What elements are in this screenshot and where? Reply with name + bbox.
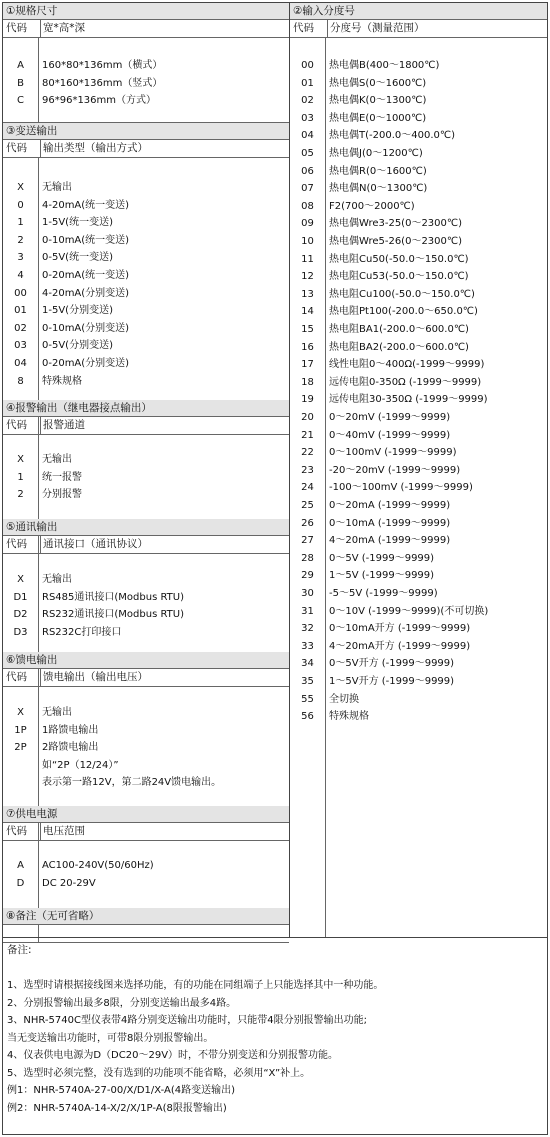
option-desc: F2(700～2000℃) (329, 200, 415, 212)
option-desc: 0～20mV (-1999～9999) (329, 412, 451, 423)
option-code: 03 (301, 112, 314, 124)
column-header-s2 (290, 20, 547, 38)
column-header-code: 代码 (293, 22, 314, 34)
option-row (290, 127, 547, 145)
option-code: 02 (301, 95, 314, 107)
option-code: 26 (301, 517, 314, 529)
option-desc: -100～100mV (-1999～9999) (329, 482, 473, 494)
note-line: 3、NHR-5740C型仪表带4路分别变送输出功能时，只能带4限分别报警输出功能; (7, 1015, 368, 1026)
option-row (3, 606, 289, 624)
option-code: 30 (301, 588, 314, 599)
column-header-s5 (3, 536, 289, 554)
option-desc: 0-20mA(分别变送) (42, 358, 130, 369)
note-line: 4、仪表供电电源为D（DC20～29V）时，不带分别变送和分别报警功能。 (7, 1050, 339, 1061)
option-desc: 特殊规格 (42, 375, 82, 387)
option-desc: 热电偶Wre5-26(0～2300℃) (329, 236, 463, 247)
column-header-code: 代码 (6, 538, 27, 550)
column-header-s1 (3, 20, 289, 38)
option-code: D (16, 877, 25, 889)
option-code: 13 (301, 288, 314, 300)
option-desc: 表示第一路12V，第二路24V馈电输出。 (42, 777, 222, 789)
option-desc: 2路馈电输出 (42, 742, 99, 754)
option-code: 20 (301, 412, 314, 423)
note-line: 例1：NHR-5740A-27-00/X/D1/X-A(4路变送输出) (7, 1085, 236, 1096)
option-desc: 热电阻Pt100(-200.0～650.0℃) (329, 306, 478, 318)
column-header-code: 代码 (6, 419, 27, 431)
option-desc: AC100-240V(50/60Hz) (42, 860, 154, 871)
section-body-s7 (3, 841, 289, 942)
option-desc: 如“2P（12/24）” (42, 759, 119, 771)
option-code: 08 (301, 200, 314, 212)
option-desc: RS485通讯接口(Modbus RTU) (42, 591, 185, 603)
section-title-s5: ⑤通讯输出 (3, 519, 289, 536)
option-row (3, 469, 289, 487)
option-row (290, 497, 547, 515)
option-desc: 96*96*136mm（方式） (42, 95, 157, 107)
option-code: 06 (301, 165, 314, 177)
option-code: 1 (17, 471, 24, 483)
option-row (290, 57, 547, 75)
option-row (3, 571, 289, 589)
option-row (290, 374, 547, 392)
option-code: 21 (301, 429, 314, 441)
option-code: 15 (301, 324, 314, 335)
option-desc: 热电阻BA1(-200.0～600.0℃) (329, 324, 469, 335)
option-desc: 0-10mA(分别变送) (42, 322, 130, 334)
option-row (290, 567, 547, 585)
option-row (3, 302, 289, 320)
option-desc: 4-20mA(分别变送) (42, 287, 130, 299)
option-row (290, 427, 547, 445)
column-header-s7 (3, 823, 289, 841)
option-desc: 热电偶B(400～1800℃) (329, 60, 440, 71)
option-desc: 热电阻Cu53(-50.0～150.0℃) (329, 271, 469, 283)
option-code: 02 (14, 322, 27, 334)
section-bottom-line (3, 942, 289, 943)
option-code: 34 (301, 658, 314, 670)
option-row (290, 92, 547, 110)
option-row (3, 624, 289, 642)
option-code: 55 (301, 693, 314, 705)
option-desc: 远传电阻30-350Ω (-1999～9999) (329, 394, 488, 406)
option-code: 07 (301, 183, 314, 195)
option-row (3, 267, 289, 285)
option-code: 19 (301, 394, 314, 406)
option-desc: 1～5V (-1999～9999) (329, 570, 435, 582)
option-desc: 无输出 (42, 454, 72, 465)
option-code: 56 (301, 711, 314, 723)
option-desc: 0～100mV (-1999～9999) (329, 447, 457, 459)
option-code: D2 (13, 609, 28, 621)
option-code: 2P (14, 742, 27, 754)
option-desc: 分别报警 (42, 489, 82, 501)
option-code: 01 (301, 77, 314, 89)
option-desc: 0～20mA (-1999～9999) (329, 500, 451, 511)
note-line: 例2：NHR-5740A-14-X/2/X/1P-A(8限报警输出) (7, 1102, 227, 1114)
option-code: B (17, 77, 24, 89)
column-header-s3 (3, 140, 289, 158)
option-row (290, 444, 547, 462)
option-code: 35 (301, 676, 314, 687)
option-row (290, 339, 547, 357)
option-row (290, 286, 547, 304)
option-row (3, 320, 289, 338)
option-code: C (17, 95, 24, 107)
option-code: 2 (17, 489, 24, 501)
option-row (3, 722, 289, 740)
option-desc: 热电偶S(0～1600℃) (329, 77, 427, 89)
option-code: 0 (17, 199, 24, 211)
option-row (290, 251, 547, 269)
option-desc: 1路馈电输出 (42, 724, 99, 736)
option-desc: 热电阻Cu50(-50.0～150.0℃) (329, 253, 469, 265)
notes-section (3, 937, 547, 1114)
option-code: 1 (17, 217, 24, 229)
option-code: 00 (301, 60, 314, 71)
section-title-s3: ③变送输出 (3, 123, 289, 140)
option-row (290, 110, 547, 128)
option-code: 33 (301, 640, 314, 652)
notes-title: 备注: (7, 944, 32, 956)
option-code: 04 (14, 358, 27, 369)
option-code: 29 (301, 570, 314, 582)
option-code: 04 (301, 130, 314, 142)
option-row (290, 462, 547, 480)
option-desc: 无输出 (42, 707, 72, 718)
section-title-s2: ②输入分度号 (290, 3, 547, 20)
option-desc: 0～10V (-1999～9999)(不可切换) (329, 605, 489, 617)
section-body-s2 (290, 38, 547, 937)
option-desc: 热电偶K(0～1300℃) (329, 95, 427, 107)
note-line: 1、选型时请根据接线图来选择功能，有的功能在同组端子上只能选择其中一种功能。 (7, 980, 384, 991)
option-code: D1 (13, 591, 28, 603)
option-desc: 1～5V开方 (-1999～9999) (329, 676, 455, 687)
option-code: 09 (301, 218, 314, 230)
option-code: 05 (301, 148, 314, 159)
option-code: X (17, 574, 24, 585)
option-desc: 0-10mA(统一变送) (42, 234, 130, 246)
option-row (290, 603, 547, 621)
option-row (290, 585, 547, 603)
option-row (290, 638, 547, 656)
section-title-s4: ④报警输出（继电器接点输出） (3, 400, 289, 417)
option-desc: -5～5V (-1999～9999) (329, 588, 438, 599)
option-row (290, 620, 547, 638)
option-code: 27 (301, 535, 314, 547)
option-row (3, 739, 289, 757)
option-row (3, 232, 289, 250)
option-row (290, 356, 547, 374)
option-desc: 160*80*136mm（横式） (42, 60, 163, 71)
option-code: D3 (13, 626, 28, 638)
section-title-s6: ⑥馈电输出 (3, 652, 289, 669)
option-row (3, 486, 289, 504)
option-code: 2 (17, 234, 24, 246)
option-desc: 热电偶Wre3-25(0～2300℃) (329, 218, 463, 230)
option-code: X (17, 707, 24, 718)
column-header-code: 代码 (6, 825, 27, 837)
column-header-code: 代码 (6, 22, 27, 34)
option-desc: 0-20mA(统一变送) (42, 270, 130, 281)
option-row (290, 673, 547, 691)
option-row (290, 479, 547, 497)
option-row (290, 268, 547, 286)
option-desc: 特殊规格 (329, 711, 369, 723)
option-code: 24 (301, 482, 314, 494)
option-code: 14 (301, 306, 314, 318)
column-header-desc: 宽*高*深 (40, 20, 85, 37)
option-desc: 4～20mA开方 (-1999～9999) (329, 640, 471, 652)
option-desc: 热电偶T(-200.0～400.0℃) (329, 130, 456, 142)
option-code: 3 (17, 252, 24, 264)
option-desc: 0-5V(统一变送) (42, 252, 113, 264)
option-code: 22 (301, 447, 314, 459)
option-row (290, 180, 547, 198)
option-code: 03 (14, 340, 27, 352)
option-desc: 远传电阻0-350Ω (-1999～9999) (329, 376, 482, 388)
note-line: 5、选型时必须完整，没有选到的功能项不能省略，必须用“X”补上。 (7, 1067, 311, 1079)
option-code: 4 (17, 270, 24, 281)
option-code: X (17, 454, 24, 465)
option-code: 23 (301, 464, 314, 476)
option-row (3, 75, 289, 93)
option-desc: RS232C打印接口 (42, 626, 122, 638)
option-row (3, 214, 289, 232)
option-row (3, 57, 289, 75)
option-row (290, 550, 547, 568)
option-desc: 热电偶J(0～1200℃) (329, 148, 423, 159)
column-header-desc: 电压范围 (40, 823, 85, 840)
option-code: 17 (301, 359, 314, 371)
option-row (3, 875, 289, 893)
option-row (3, 774, 289, 792)
option-desc: RS232通讯接口(Modbus RTU) (42, 609, 185, 621)
note-line: 当无变送输出功能时，可带8限分别报警输出。 (7, 1032, 214, 1044)
section-title-s1: ①规格尺寸 (3, 3, 289, 20)
column-header-desc: 分度号（测量范围） (327, 20, 425, 37)
option-desc: 0～10mA开方 (-1999～9999) (329, 623, 471, 635)
option-code: X (17, 182, 24, 193)
option-code: 1P (14, 724, 27, 736)
option-row (290, 532, 547, 550)
option-desc: 0～5V (-1999～9999) (329, 552, 435, 564)
option-desc: 热电阻Cu100(-50.0～150.0℃) (329, 288, 475, 300)
section-body-s3 (3, 158, 289, 434)
option-code: 10 (301, 236, 314, 247)
section-title-s7: ⑦供电电源 (3, 806, 289, 823)
option-row (3, 373, 289, 391)
option-desc: 80*160*136mm（竖式） (42, 77, 163, 89)
option-row (290, 655, 547, 673)
column-header-code: 代码 (6, 142, 27, 154)
option-desc: 热电偶E(0～1000℃) (329, 112, 427, 124)
option-row (290, 391, 547, 409)
option-row (3, 704, 289, 722)
option-row (3, 589, 289, 607)
column-header-s4 (3, 417, 289, 435)
option-desc: -20～20mV (-1999～9999) (329, 464, 461, 476)
column-header-desc: 馈电输出（输出电压） (40, 669, 148, 686)
option-code: 16 (301, 341, 314, 353)
option-row (290, 409, 547, 427)
option-desc: 0～40mV (-1999～9999) (329, 429, 451, 441)
option-row (290, 145, 547, 163)
option-desc: DC 20-29V (42, 877, 96, 889)
column-header-desc: 输出类型（输出方式） (40, 140, 148, 157)
option-desc: 线性电阻0～400Ω(-1999～9999) (329, 359, 485, 371)
option-code: 11 (301, 253, 314, 265)
option-row (3, 857, 289, 875)
option-code: 12 (301, 271, 314, 283)
section-body-s1 (3, 38, 289, 122)
option-desc: 全切换 (329, 693, 359, 705)
option-code: 32 (301, 623, 314, 635)
option-row (3, 337, 289, 355)
option-code: 25 (301, 500, 314, 511)
column-header-desc: 报警通道 (40, 417, 85, 434)
option-row (290, 233, 547, 251)
option-code: 28 (301, 552, 314, 564)
option-desc: 无输出 (42, 574, 72, 585)
option-desc: 0～5V开方 (-1999～9999) (329, 658, 455, 670)
option-row (290, 198, 547, 216)
option-row (290, 163, 547, 181)
section-title-s8: ⑧备注（无可省略） (3, 908, 289, 925)
option-desc: 4-20mA(统一变送) (42, 199, 130, 211)
option-row (3, 92, 289, 110)
option-row (3, 451, 289, 469)
option-row (3, 355, 289, 373)
option-row (290, 321, 547, 339)
option-desc: 无输出 (42, 182, 72, 193)
option-row (290, 75, 547, 93)
option-code: 31 (301, 605, 314, 617)
option-desc: 1-5V(分别变送) (42, 305, 113, 317)
option-row (290, 215, 547, 233)
note-line: 2、分别报警输出最多8限，分别变送输出最多4路。 (7, 997, 237, 1009)
option-row (3, 249, 289, 267)
option-desc: 1-5V(统一变送) (42, 217, 113, 229)
option-code: A (17, 60, 24, 71)
option-row (3, 757, 289, 775)
option-code: 18 (301, 376, 314, 388)
option-row (3, 197, 289, 215)
option-code: 00 (14, 287, 27, 299)
option-desc: 热电偶N(0～1300℃) (329, 183, 428, 195)
option-row (290, 303, 547, 321)
option-row (3, 285, 289, 303)
option-desc: 热电偶R(0～1600℃) (329, 165, 427, 177)
option-desc: 0～10mA (-1999～9999) (329, 517, 451, 529)
option-code: 8 (17, 375, 24, 387)
option-code: A (17, 860, 24, 871)
option-desc: 0-5V(分别变送) (42, 340, 113, 352)
option-desc: 4～20mA (-1999～9999) (329, 535, 451, 547)
option-row (290, 691, 547, 709)
column-header-code: 代码 (6, 671, 27, 683)
option-row (3, 179, 289, 197)
option-row (290, 515, 547, 533)
option-desc: 热电阻BA2(-200.0～600.0℃) (329, 341, 469, 353)
option-row (290, 708, 547, 726)
option-code: 01 (14, 305, 27, 317)
spec-table (2, 2, 548, 1135)
option-desc: 统一报警 (42, 471, 82, 483)
column-header-desc: 通讯接口（通讯协议） (40, 536, 148, 553)
column-header-s6 (3, 669, 289, 687)
